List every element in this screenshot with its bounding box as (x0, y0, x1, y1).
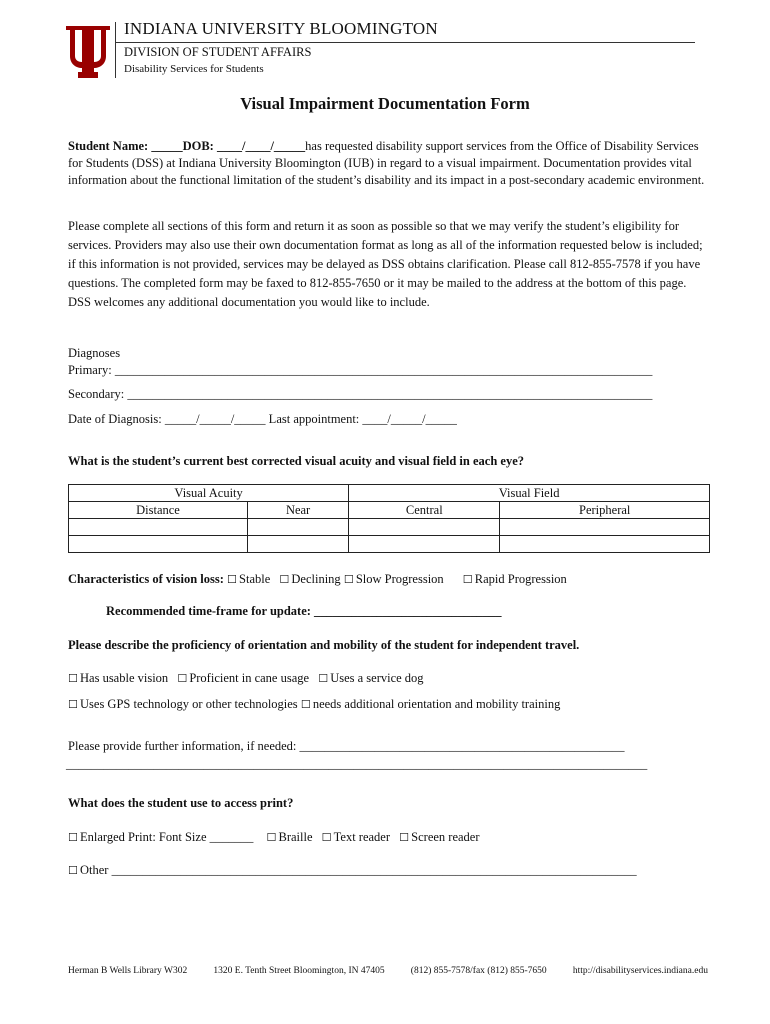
near-header: Near (247, 502, 348, 519)
visual-field-header: Visual Field (349, 485, 710, 502)
table-cell[interactable] (349, 536, 500, 553)
footer-phone: (812) 855-7578/fax (812) 855-7650 (410, 966, 547, 976)
table-cell[interactable] (69, 519, 248, 536)
checkbox-declining[interactable]: ☐ (279, 573, 290, 586)
option-label: Stable (239, 572, 271, 586)
print-options-row (68, 830, 480, 845)
timeframe-field[interactable]: Recommended time-frame for update: ______________________________ (106, 604, 502, 618)
option-label: Screen reader (411, 830, 480, 844)
table-cell[interactable] (247, 536, 348, 553)
option-label: Uses GPS technology or other technologies (80, 697, 298, 711)
option-label: Rapid Progression (474, 572, 567, 586)
other-row (68, 863, 637, 878)
checkbox-screen-reader[interactable]: ☐ (399, 831, 410, 844)
option-label: Declining (291, 572, 341, 586)
header-divider-vertical (115, 22, 116, 78)
option-label: Uses a service dog (330, 671, 424, 685)
university-name: INDIANA UNIVERSITY BLOOMINGTON (124, 19, 438, 38)
other-field[interactable]: Other ____________________________________________________________________________________ (80, 863, 637, 877)
checkbox-additional-training[interactable]: ☐ (300, 698, 311, 711)
primary-diagnosis-field[interactable]: Primary: ______________________________________________________________________________________ (68, 363, 653, 377)
footer (68, 966, 708, 976)
visual-acuity-header: Visual Acuity (69, 485, 349, 502)
option-label: Slow Progression (355, 572, 444, 586)
checkbox-text-reader[interactable]: ☐ (321, 831, 332, 844)
checkbox-service-dog[interactable]: ☐ (318, 672, 329, 685)
mobility-row-1 (68, 671, 424, 686)
vision-loss-label: Characteristics of vision loss: (68, 572, 224, 586)
checkbox-usable-vision[interactable]: ☐ (68, 672, 78, 685)
table-cell[interactable] (247, 519, 348, 536)
central-header: Central (349, 502, 500, 519)
page-title: Visual Impairment Documentation Form (240, 94, 530, 113)
footer-url[interactable]: http://disabilityservices.indiana.edu (572, 966, 708, 976)
option-label: Has usable vision (80, 671, 169, 685)
dob-label: _____DOB: ____/____/_____ (151, 139, 306, 153)
option-label: Braille (278, 830, 313, 844)
option-label: needs additional orientation and mobility training (312, 697, 561, 711)
checkbox-other[interactable]: ☐ (68, 864, 78, 877)
table-cell[interactable] (500, 519, 710, 536)
division-name: DIVISION OF STUDENT AFFAIRS (124, 45, 312, 59)
table-cell[interactable] (349, 519, 500, 536)
distance-header: Distance (69, 502, 248, 519)
checkbox-cane-usage[interactable]: ☐ (177, 672, 188, 685)
checkbox-gps-technology[interactable]: ☐ (68, 698, 78, 711)
intro-text: has requested disability support services from the Office of Disability Services for Students (DSS) at Indiana University Bloomington (IUB) in regard to a visual impairment. Documentation provides vital information about the functional limitation of the student’s disability and its impact in a post-secondary academic environment. (68, 139, 705, 187)
option-label: Proficient in cane usage (189, 671, 310, 685)
checkbox-rapid-progression[interactable]: ☐ (462, 573, 473, 586)
table-cell[interactable] (69, 536, 248, 553)
checkbox-enlarged-print[interactable]: ☐ (68, 831, 78, 844)
peripheral-header: Peripheral (500, 502, 710, 519)
diagnosis-dates-field[interactable]: Date of Diagnosis: _____/_____/_____ Last appointment: ____/_____/_____ (68, 412, 457, 426)
print-question: What does the student use to access print? (68, 796, 294, 810)
office-name: Disability Services for Students (124, 63, 264, 75)
acuity-table (68, 484, 710, 553)
checkbox-braille[interactable]: ☐ (266, 831, 277, 844)
intro-paragraph (68, 138, 708, 189)
enlarged-print-field[interactable]: Enlarged Print: Font Size _______ (80, 830, 254, 844)
acuity-question: What is the student’s current best corrected visual acuity and visual field in each eye? (68, 454, 524, 468)
secondary-diagnosis-field[interactable]: Secondary: ____________________________________________________________________________________ (68, 387, 653, 401)
mobility-question: Please describe the proficiency of orientation and mobility of the student for independent travel. (68, 638, 580, 652)
further-info-line[interactable]: _____________________________________________________________________________________________ (66, 757, 648, 771)
footer-address: 1320 E. Tenth Street Bloomington, IN 47405 (213, 966, 385, 976)
student-name-label: Student Name: (68, 139, 149, 153)
checkbox-stable[interactable]: ☐ (227, 573, 237, 586)
iu-trident-logo (66, 26, 110, 78)
footer-building: Herman B Wells Library W302 (68, 966, 188, 976)
diagnoses-heading: Diagnoses (68, 346, 121, 360)
mobility-row-2 (68, 697, 560, 712)
vision-loss-row (68, 572, 567, 587)
table-cell[interactable] (500, 536, 710, 553)
instructions-paragraph: Please complete all sections of this form and return it as soon as possible so that we may verify the student’s eligibility for services. Providers may also use their own documentation format as long as all of the information requested below is included; if this information is not provided, services may be delayed as DSS obtains clarification. Please call 812-855-7578 if you have questions. The completed form may be faxed to 812-855-7650 or it may be mailed to the address at the bottom of this page. DSS welcomes any additional documentation you would like to include. (68, 219, 703, 309)
further-info-field[interactable]: Please provide further information, if needed: ____________________________________________________ (68, 739, 625, 753)
header-divider-horizontal (115, 42, 695, 43)
option-label: Text reader (333, 830, 391, 844)
checkbox-slow-progression[interactable]: ☐ (343, 573, 354, 586)
